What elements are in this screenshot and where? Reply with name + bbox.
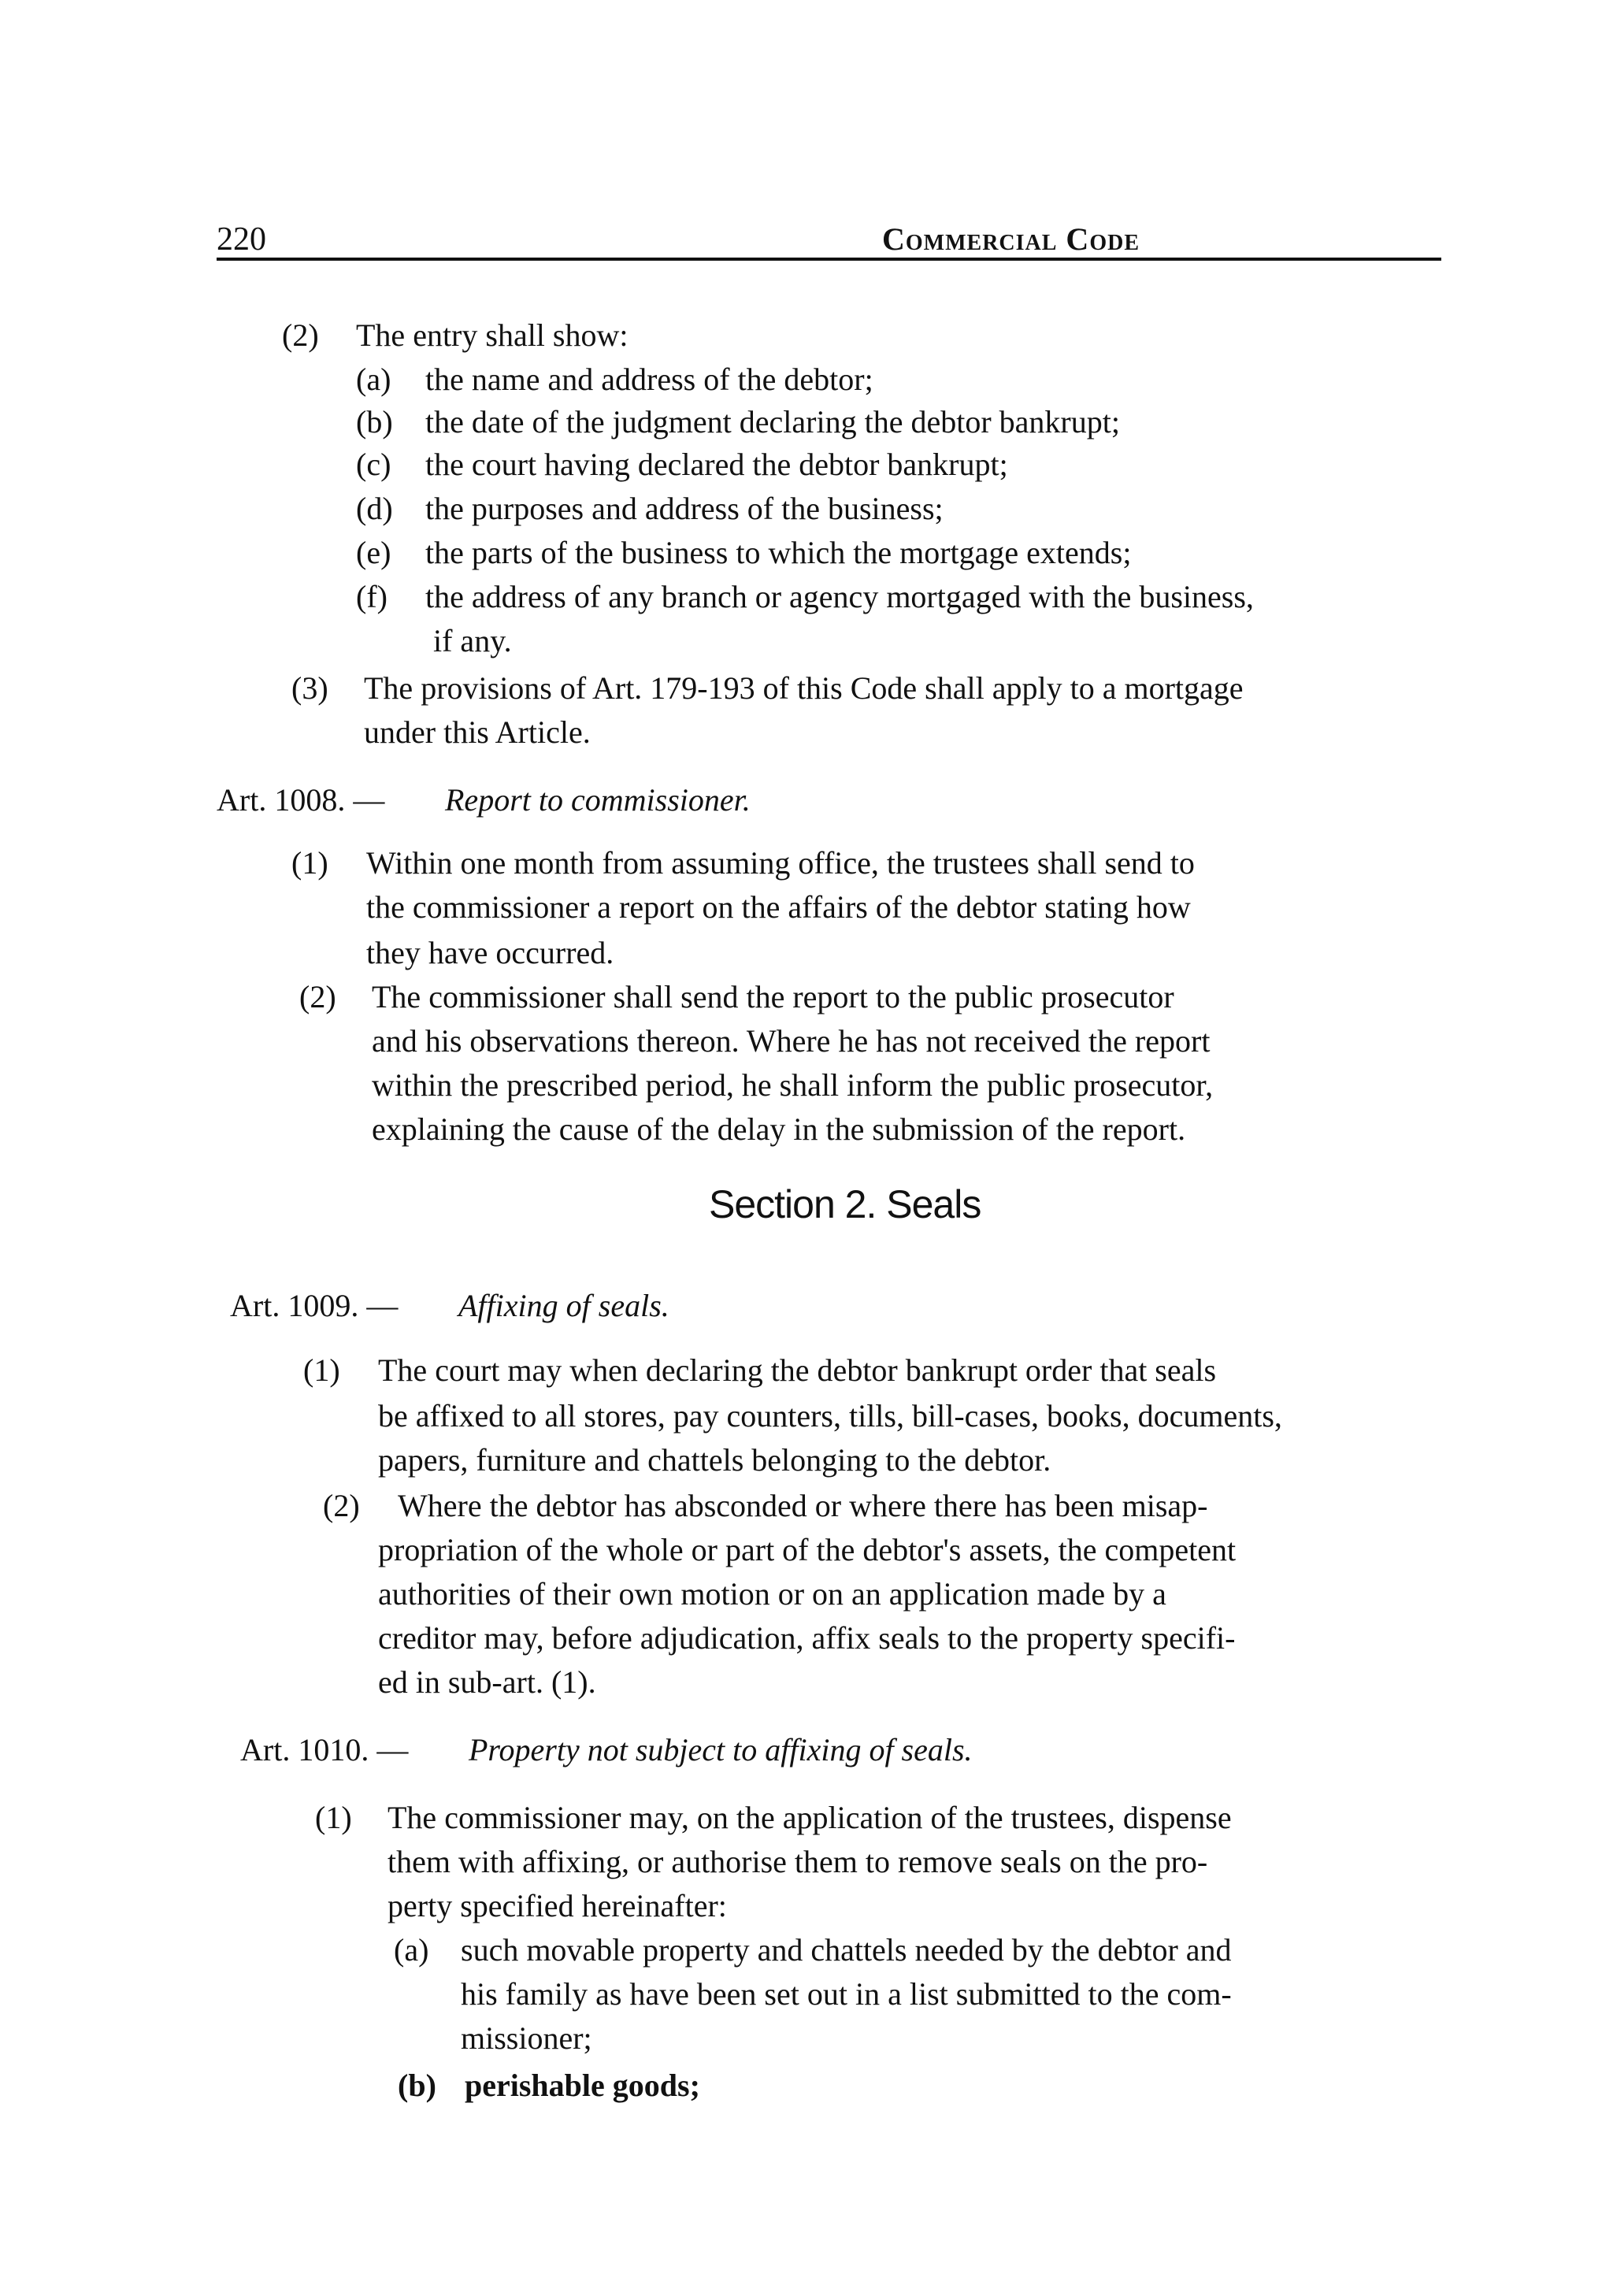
item-text: his family as have been set out in a list submitted to the com- — [461, 1976, 1232, 2012]
item-text: the purposes and address of the business; — [425, 491, 944, 526]
item-label: (b) — [356, 404, 393, 440]
item-text: the address of any branch or agency mortgaged with the business, — [425, 579, 1254, 614]
article-number: Art. 1009. — — [230, 1288, 399, 1323]
paragraph-text: papers, furniture and chattels belonging to the debtor. — [378, 1442, 1051, 1478]
paragraph-text: them with affixing, or authorise them to remove seals on the pro- — [387, 1844, 1208, 1879]
paragraph-text: The provisions of Art. 179-193 of this Code shall apply to a mortgage — [364, 670, 1244, 706]
header-rule — [217, 258, 1441, 261]
item-label: (a) — [356, 362, 391, 397]
item-text-continued: if any. — [433, 623, 512, 658]
paragraph-text: creditor may, before adjudication, affix seals to the property specifi- — [378, 1620, 1236, 1656]
paragraph-label: (2) — [282, 317, 319, 353]
item-text: the court having declared the debtor bankrupt; — [425, 447, 1008, 482]
paragraph-text: Where the debtor has absconded or where there has been misap- — [398, 1488, 1208, 1523]
paragraph-text: within the prescribed period, he shall inform the public prosecutor, — [372, 1067, 1214, 1103]
paragraph-text: The commissioner may, on the application of the trustees, dispense — [387, 1800, 1232, 1835]
paragraph-text: the commissioner a report on the affairs of the debtor stating how — [366, 889, 1191, 925]
paragraph-label: (2) — [323, 1488, 360, 1523]
paragraph-label: (2) — [299, 979, 336, 1014]
item-label: (f) — [356, 579, 387, 614]
paragraph-text: perty specified hereinafter: — [387, 1888, 727, 1923]
paragraph-text: The commissioner shall send the report to the public prosecutor — [372, 979, 1174, 1014]
paragraph-text: under this Article. — [364, 714, 591, 750]
article-title: Affixing of seals. — [458, 1288, 669, 1323]
item-text: missioner; — [461, 2020, 592, 2056]
page-number: 220 — [217, 221, 266, 258]
paragraph-text: ed in sub-art. (1). — [378, 1664, 596, 1700]
item-label: (e) — [356, 535, 391, 570]
paragraph-label: (3) — [291, 670, 328, 706]
paragraph-text: The court may when declaring the debtor bankrupt order that seals — [378, 1352, 1217, 1388]
item-label: (b) — [398, 2068, 436, 2103]
article-number: Art. 1008. — — [217, 782, 385, 818]
running-title: Commercial Code — [882, 221, 1140, 257]
running-header — [217, 221, 1441, 268]
paragraph-label: (1) — [315, 1800, 352, 1835]
item-text: perishable goods; — [465, 2068, 700, 2103]
article-title: Report to commissioner. — [445, 782, 751, 818]
item-label: (d) — [356, 491, 393, 526]
item-text: such movable property and chattels needed by the debtor and — [461, 1932, 1232, 1968]
item-text: the name and address of the debtor; — [425, 362, 873, 397]
paragraph-label: (1) — [291, 845, 328, 881]
paragraph-text: be affixed to all stores, pay counters, tills, bill-cases, books, documents, — [378, 1398, 1282, 1434]
paragraph-label: (1) — [303, 1352, 340, 1388]
article-number: Art. 1010. — — [240, 1732, 409, 1767]
paragraph-text: authorities of their own motion or on an application made by a — [378, 1576, 1166, 1612]
paragraph-text: propriation of the whole or part of the debtor's assets, the competent — [378, 1532, 1237, 1567]
item-label: (a) — [394, 1932, 429, 1968]
paragraph-text: Within one month from assuming office, the trustees shall send to — [366, 845, 1195, 881]
article-title: Property not subject to affixing of seals. — [469, 1732, 973, 1767]
paragraph-text: they have occurred. — [366, 935, 614, 970]
item-label: (c) — [356, 447, 391, 482]
paragraph-text: explaining the cause of the delay in the submission of the report. — [372, 1111, 1186, 1147]
item-text: the date of the judgment declaring the debtor bankrupt; — [425, 404, 1120, 440]
paragraph-text: The entry shall show: — [356, 317, 629, 353]
item-text: the parts of the business to which the mortgage extends; — [425, 535, 1132, 570]
section-heading: Section 2. Seals — [709, 1182, 981, 1226]
paragraph-text: and his observations thereon. Where he has not received the report — [372, 1023, 1211, 1059]
